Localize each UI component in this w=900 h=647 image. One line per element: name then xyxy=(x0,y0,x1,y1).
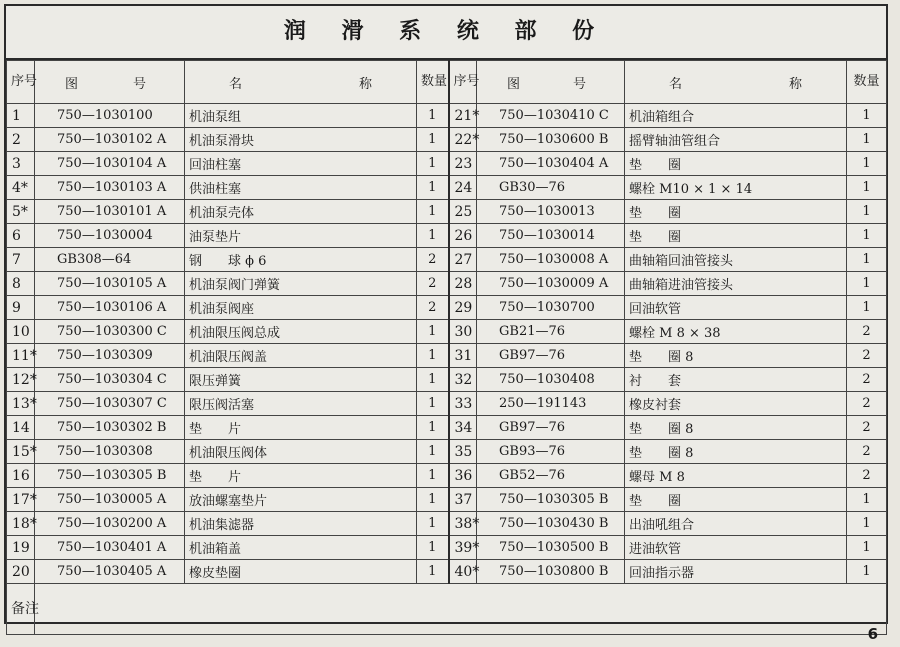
parts-list-sheet xyxy=(4,4,888,624)
seq-cell: 21* xyxy=(449,104,477,128)
seq-cell: 29 xyxy=(449,296,477,320)
seq-cell: 38* xyxy=(449,512,477,536)
part-name-cell: 螺栓 M10 × 1 × 14 xyxy=(625,176,847,200)
seq-cell: 23 xyxy=(449,152,477,176)
drawing-number-cell: 750—1030600 B xyxy=(477,128,625,152)
seq-cell: 22* xyxy=(449,128,477,152)
seq-cell: 24 xyxy=(449,176,477,200)
remark-row xyxy=(7,584,887,635)
quantity-cell: 1 xyxy=(847,104,887,128)
quantity-cell: 1 xyxy=(417,152,449,176)
seq-cell: 25 xyxy=(449,200,477,224)
quantity-cell: 1 xyxy=(417,104,449,128)
drawing-number-cell: 750—1030106 A xyxy=(35,296,185,320)
part-name-cell: 垫 圈 8 xyxy=(625,416,847,440)
seq-cell: 10 xyxy=(7,320,35,344)
drawing-number-cell: 750—1030100 xyxy=(35,104,185,128)
quantity-cell: 1 xyxy=(417,176,449,200)
page-title: 润 滑 系 统 部 份 xyxy=(6,6,886,60)
part-name-cell: 机油泵滑块 xyxy=(185,128,417,152)
part-name-cell: 机油泵组 xyxy=(185,104,417,128)
table-row xyxy=(7,200,887,224)
quantity-cell: 1 xyxy=(847,488,887,512)
table-row xyxy=(7,104,887,128)
drawing-number-cell: GB93—76 xyxy=(477,440,625,464)
seq-cell: 35 xyxy=(449,440,477,464)
part-name-cell: 垫 圈 xyxy=(625,488,847,512)
part-name-cell: 机油箱盖 xyxy=(185,536,417,560)
quantity-cell: 1 xyxy=(417,200,449,224)
quantity-cell: 1 xyxy=(847,176,887,200)
header-drawing-number: 图 号 xyxy=(35,61,185,104)
seq-cell: 1 xyxy=(7,104,35,128)
drawing-number-cell: 750—1030304 C xyxy=(35,368,185,392)
part-name-cell: 机油限压阀总成 xyxy=(185,320,417,344)
quantity-cell: 1 xyxy=(847,272,887,296)
part-name-cell: 进油软管 xyxy=(625,536,847,560)
parts-table xyxy=(6,60,887,635)
table-row xyxy=(7,224,887,248)
table-row xyxy=(7,368,887,392)
seq-cell: 33 xyxy=(449,392,477,416)
quantity-cell: 1 xyxy=(417,416,449,440)
drawing-number-cell: 750—1030309 xyxy=(35,344,185,368)
seq-cell: 13* xyxy=(7,392,35,416)
part-name-cell: 垫 圈 xyxy=(625,152,847,176)
quantity-cell: 1 xyxy=(847,128,887,152)
part-name-cell: 回油指示器 xyxy=(625,560,847,584)
header-drawing-number-2: 图 号 xyxy=(477,61,625,104)
page-number: 6 xyxy=(867,625,878,643)
drawing-number-cell: 750—1030005 A xyxy=(35,488,185,512)
part-name-cell: 垫 圈 8 xyxy=(625,344,847,368)
part-name-cell: 钢 球 ϕ 6 xyxy=(185,248,417,272)
part-name-cell: 机油泵阀座 xyxy=(185,296,417,320)
part-name-cell: 垫 圈 xyxy=(625,224,847,248)
drawing-number-cell: GB30—76 xyxy=(477,176,625,200)
table-row xyxy=(7,560,887,584)
drawing-number-cell: 750—1030410 C xyxy=(477,104,625,128)
quantity-cell: 2 xyxy=(847,440,887,464)
quantity-cell: 1 xyxy=(417,392,449,416)
seq-cell: 2 xyxy=(7,128,35,152)
drawing-number-cell: GB97—76 xyxy=(477,416,625,440)
quantity-cell: 2 xyxy=(847,368,887,392)
drawing-number-cell: 750—1030404 A xyxy=(477,152,625,176)
quantity-cell: 2 xyxy=(417,296,449,320)
drawing-number-cell: 750—1030105 A xyxy=(35,272,185,296)
table-row xyxy=(7,296,887,320)
table-row xyxy=(7,344,887,368)
seq-cell: 18* xyxy=(7,512,35,536)
seq-cell: 19 xyxy=(7,536,35,560)
quantity-cell: 2 xyxy=(847,464,887,488)
table-row xyxy=(7,272,887,296)
seq-cell: 7 xyxy=(7,248,35,272)
drawing-number-cell: 750—1030008 A xyxy=(477,248,625,272)
part-name-cell: 垫 圈 8 xyxy=(625,440,847,464)
quantity-cell: 1 xyxy=(847,536,887,560)
drawing-number-cell: GB308—64 xyxy=(35,248,185,272)
table-row xyxy=(7,512,887,536)
seq-cell: 30 xyxy=(449,320,477,344)
quantity-cell: 1 xyxy=(417,440,449,464)
seq-cell: 26 xyxy=(449,224,477,248)
part-name-cell: 限压弹簧 xyxy=(185,368,417,392)
part-name-cell: 机油泵阀门弹簧 xyxy=(185,272,417,296)
part-name-cell: 橡皮衬套 xyxy=(625,392,847,416)
seq-cell: 31 xyxy=(449,344,477,368)
header-row xyxy=(7,61,887,104)
part-name-cell: 机油箱组合 xyxy=(625,104,847,128)
part-name-cell: 衬 套 xyxy=(625,368,847,392)
quantity-cell: 1 xyxy=(847,560,887,584)
quantity-cell: 1 xyxy=(417,128,449,152)
quantity-cell: 2 xyxy=(847,416,887,440)
part-name-cell: 油泵垫片 xyxy=(185,224,417,248)
part-name-cell: 机油限压阀盖 xyxy=(185,344,417,368)
part-name-cell: 曲轴箱进油管接头 xyxy=(625,272,847,296)
drawing-number-cell: 750—1030200 A xyxy=(35,512,185,536)
drawing-number-cell: 750—1030500 B xyxy=(477,536,625,560)
drawing-number-cell: 750—1030430 B xyxy=(477,512,625,536)
quantity-cell: 1 xyxy=(417,464,449,488)
seq-cell: 15* xyxy=(7,440,35,464)
seq-cell: 14 xyxy=(7,416,35,440)
header-seq-2: 序号 xyxy=(449,61,477,104)
drawing-number-cell: 250—191143 xyxy=(477,392,625,416)
table-row xyxy=(7,248,887,272)
seq-cell: 11* xyxy=(7,344,35,368)
table-row xyxy=(7,392,887,416)
part-name-cell: 垫 片 xyxy=(185,416,417,440)
seq-cell: 5* xyxy=(7,200,35,224)
drawing-number-cell: 750—1030405 A xyxy=(35,560,185,584)
quantity-cell: 2 xyxy=(417,272,449,296)
drawing-number-cell: 750—1030305 B xyxy=(35,464,185,488)
table-row xyxy=(7,176,887,200)
seq-cell: 34 xyxy=(449,416,477,440)
drawing-number-cell: GB97—76 xyxy=(477,344,625,368)
quantity-cell: 1 xyxy=(417,368,449,392)
quantity-cell: 2 xyxy=(847,392,887,416)
table-row xyxy=(7,416,887,440)
drawing-number-cell: 750—1030104 A xyxy=(35,152,185,176)
part-name-cell: 机油限压阀体 xyxy=(185,440,417,464)
drawing-number-cell: 750—1030302 B xyxy=(35,416,185,440)
quantity-cell: 1 xyxy=(847,296,887,320)
seq-cell: 40* xyxy=(449,560,477,584)
remark-content xyxy=(35,584,887,635)
quantity-cell: 1 xyxy=(417,224,449,248)
quantity-cell: 1 xyxy=(847,200,887,224)
drawing-number-cell: 750—1030101 A xyxy=(35,200,185,224)
part-name-cell: 回油柱塞 xyxy=(185,152,417,176)
table-row xyxy=(7,440,887,464)
drawing-number-cell: GB21—76 xyxy=(477,320,625,344)
header-qty-2: 数量 xyxy=(847,61,887,104)
part-name-cell: 螺栓 M 8 × 38 xyxy=(625,320,847,344)
seq-cell: 36 xyxy=(449,464,477,488)
quantity-cell: 1 xyxy=(417,512,449,536)
table-row xyxy=(7,488,887,512)
drawing-number-cell: 750—1030401 A xyxy=(35,536,185,560)
table-row xyxy=(7,464,887,488)
seq-cell: 27 xyxy=(449,248,477,272)
drawing-number-cell: 750—1030300 C xyxy=(35,320,185,344)
drawing-number-cell: 750—1030014 xyxy=(477,224,625,248)
part-name-cell: 限压阀活塞 xyxy=(185,392,417,416)
table-row xyxy=(7,128,887,152)
drawing-number-cell: 750—1030307 C xyxy=(35,392,185,416)
seq-cell: 4* xyxy=(7,176,35,200)
table-row xyxy=(7,320,887,344)
drawing-number-cell: 750—1030408 xyxy=(477,368,625,392)
header-seq: 序号 xyxy=(7,61,35,104)
drawing-number-cell: GB52—76 xyxy=(477,464,625,488)
part-name-cell: 摇臂轴油管组合 xyxy=(625,128,847,152)
header-name-2: 名 称 xyxy=(625,61,847,104)
part-name-cell: 放油螺塞垫片 xyxy=(185,488,417,512)
quantity-cell: 1 xyxy=(847,224,887,248)
drawing-number-cell: 750—1030103 A xyxy=(35,176,185,200)
seq-cell: 28 xyxy=(449,272,477,296)
quantity-cell: 1 xyxy=(417,488,449,512)
part-name-cell: 橡皮垫圈 xyxy=(185,560,417,584)
quantity-cell: 1 xyxy=(417,560,449,584)
table-row xyxy=(7,152,887,176)
header-qty: 数量 xyxy=(417,61,449,104)
quantity-cell: 2 xyxy=(847,344,887,368)
drawing-number-cell: 750—1030800 B xyxy=(477,560,625,584)
quantity-cell: 1 xyxy=(847,512,887,536)
seq-cell: 8 xyxy=(7,272,35,296)
part-name-cell: 螺母 M 8 xyxy=(625,464,847,488)
drawing-number-cell: 750—1030700 xyxy=(477,296,625,320)
part-name-cell: 垫 圈 xyxy=(625,200,847,224)
seq-cell: 16 xyxy=(7,464,35,488)
seq-cell: 32 xyxy=(449,368,477,392)
seq-cell: 6 xyxy=(7,224,35,248)
seq-cell: 3 xyxy=(7,152,35,176)
seq-cell: 12* xyxy=(7,368,35,392)
part-name-cell: 垫 片 xyxy=(185,464,417,488)
part-name-cell: 机油泵壳体 xyxy=(185,200,417,224)
drawing-number-cell: 750—1030009 A xyxy=(477,272,625,296)
drawing-number-cell: 750—1030305 B xyxy=(477,488,625,512)
quantity-cell: 2 xyxy=(417,248,449,272)
seq-cell: 20 xyxy=(7,560,35,584)
part-name-cell: 曲轴箱回油管接头 xyxy=(625,248,847,272)
quantity-cell: 1 xyxy=(417,320,449,344)
quantity-cell: 1 xyxy=(847,248,887,272)
seq-cell: 39* xyxy=(449,536,477,560)
drawing-number-cell: 750—1030013 xyxy=(477,200,625,224)
drawing-number-cell: 750—1030004 xyxy=(35,224,185,248)
quantity-cell: 1 xyxy=(417,344,449,368)
header-name: 名 称 xyxy=(185,61,417,104)
seq-cell: 17* xyxy=(7,488,35,512)
part-name-cell: 供油柱塞 xyxy=(185,176,417,200)
part-name-cell: 机油集滤器 xyxy=(185,512,417,536)
quantity-cell: 1 xyxy=(847,152,887,176)
table-row xyxy=(7,536,887,560)
seq-cell: 9 xyxy=(7,296,35,320)
part-name-cell: 回油软管 xyxy=(625,296,847,320)
remark-label: 备注 xyxy=(7,584,35,635)
drawing-number-cell: 750—1030102 A xyxy=(35,128,185,152)
drawing-number-cell: 750—1030308 xyxy=(35,440,185,464)
quantity-cell: 2 xyxy=(847,320,887,344)
part-name-cell: 出油吼组合 xyxy=(625,512,847,536)
seq-cell: 37 xyxy=(449,488,477,512)
quantity-cell: 1 xyxy=(417,536,449,560)
